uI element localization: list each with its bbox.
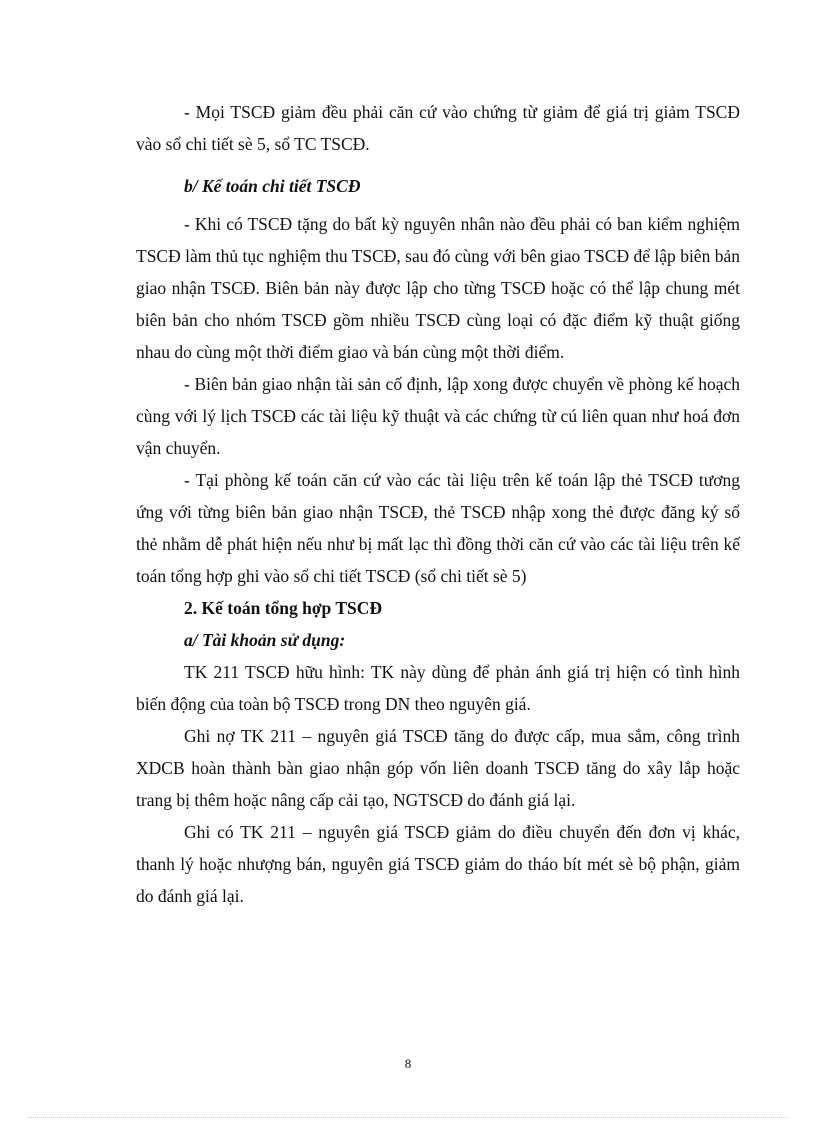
paragraph-tk211-definition: TK 211 TSCĐ hữu hình: TK này dùng để phản ánh giá trị hiện có tình hình biến động của toàn bộ TSCĐ trong DN theo nguyên giá. [136,662,740,714]
section-heading-general-accounting: 2. Kế toán tổng hợp TSCĐ [184,598,383,618]
paragraph-tk211-credit: Ghi có TK 211 – nguyên giá TSCĐ giảm do điều chuyển đến đơn vị khác, thanh lý hoặc nhượng bán, nguyên giá TSCĐ giảm do tháo bít mét sè bộ phận, giảm do đánh giá lại. [136,822,740,906]
paragraph-handover-record: - Khi có TSCĐ tặng do bất kỳ nguyên nhân nào đều phải có ban kiểm nghiệm TSCĐ làm thủ tục nghiệm thu TSCĐ, sau đó cùng với bên giao TSCĐ để lập biên bản giao nhận TSCĐ. Biên bản này được lập cho từng TSCĐ hoặc có thể lập chung mét biên bản cho nhóm TSCĐ gồm nhiều TSCĐ cùng loại có đặc điểm kỹ thuật giống nhau do cùng một thời điểm giao và bán cùng một thời điểm. [136,214,740,362]
paragraph-tk211-debit: Ghi nợ TK 211 – nguyên giá TSCĐ tăng do được cấp, mua sắm, công trình XDCB hoàn thành bàn giao nhận góp vốn liên doanh TSCĐ tăng do xây lắp hoặc trang bị thêm hoặc nâng cấp cải tạo, NGTSCĐ do đánh giá lại. [136,726,740,810]
paragraph-record-transfer: - Biên bản giao nhận tài sản cố định, lập xong được chuyển về phòng kế hoạch cùng với lý lịch TSCĐ các tài liệu kỹ thuật và các chứng từ cú liên quan như hoá đơn vận chuyển. [136,374,740,458]
page-number: 8 [404,1056,412,1071]
paragraph-tscd-reduction: - Mọi TSCĐ giảm đều phải căn cứ vào chứng từ giảm để giá trị giảm TSCĐ vào sổ chi tiết sè 5, sổ TC TSCĐ. [136,102,740,154]
paragraph-asset-card: - Tại phòng kế toán căn cứ vào các tài liệu trên kế toán lập thẻ TSCĐ tương ứng với từng biên bản giao nhận TSCĐ, thẻ TSCĐ nhập xong thẻ được đăng ký sổ thẻ nhằm dễ phát hiện nếu như bị mất lạc thì đồng thời căn cứ vào các tài liệu trên kế toán tổng hợp ghi vào sổ chi tiết TSCĐ (sổ chi tiết sè 5) [136,470,740,586]
footer-divider [28,1117,788,1118]
section-heading-detail-accounting: b/ Kế toán chi tiết TSCĐ [184,176,361,196]
document-body [136,96,740,912]
subsection-heading-accounts-used: a/ Tài khoản sử dụng: [184,630,346,650]
